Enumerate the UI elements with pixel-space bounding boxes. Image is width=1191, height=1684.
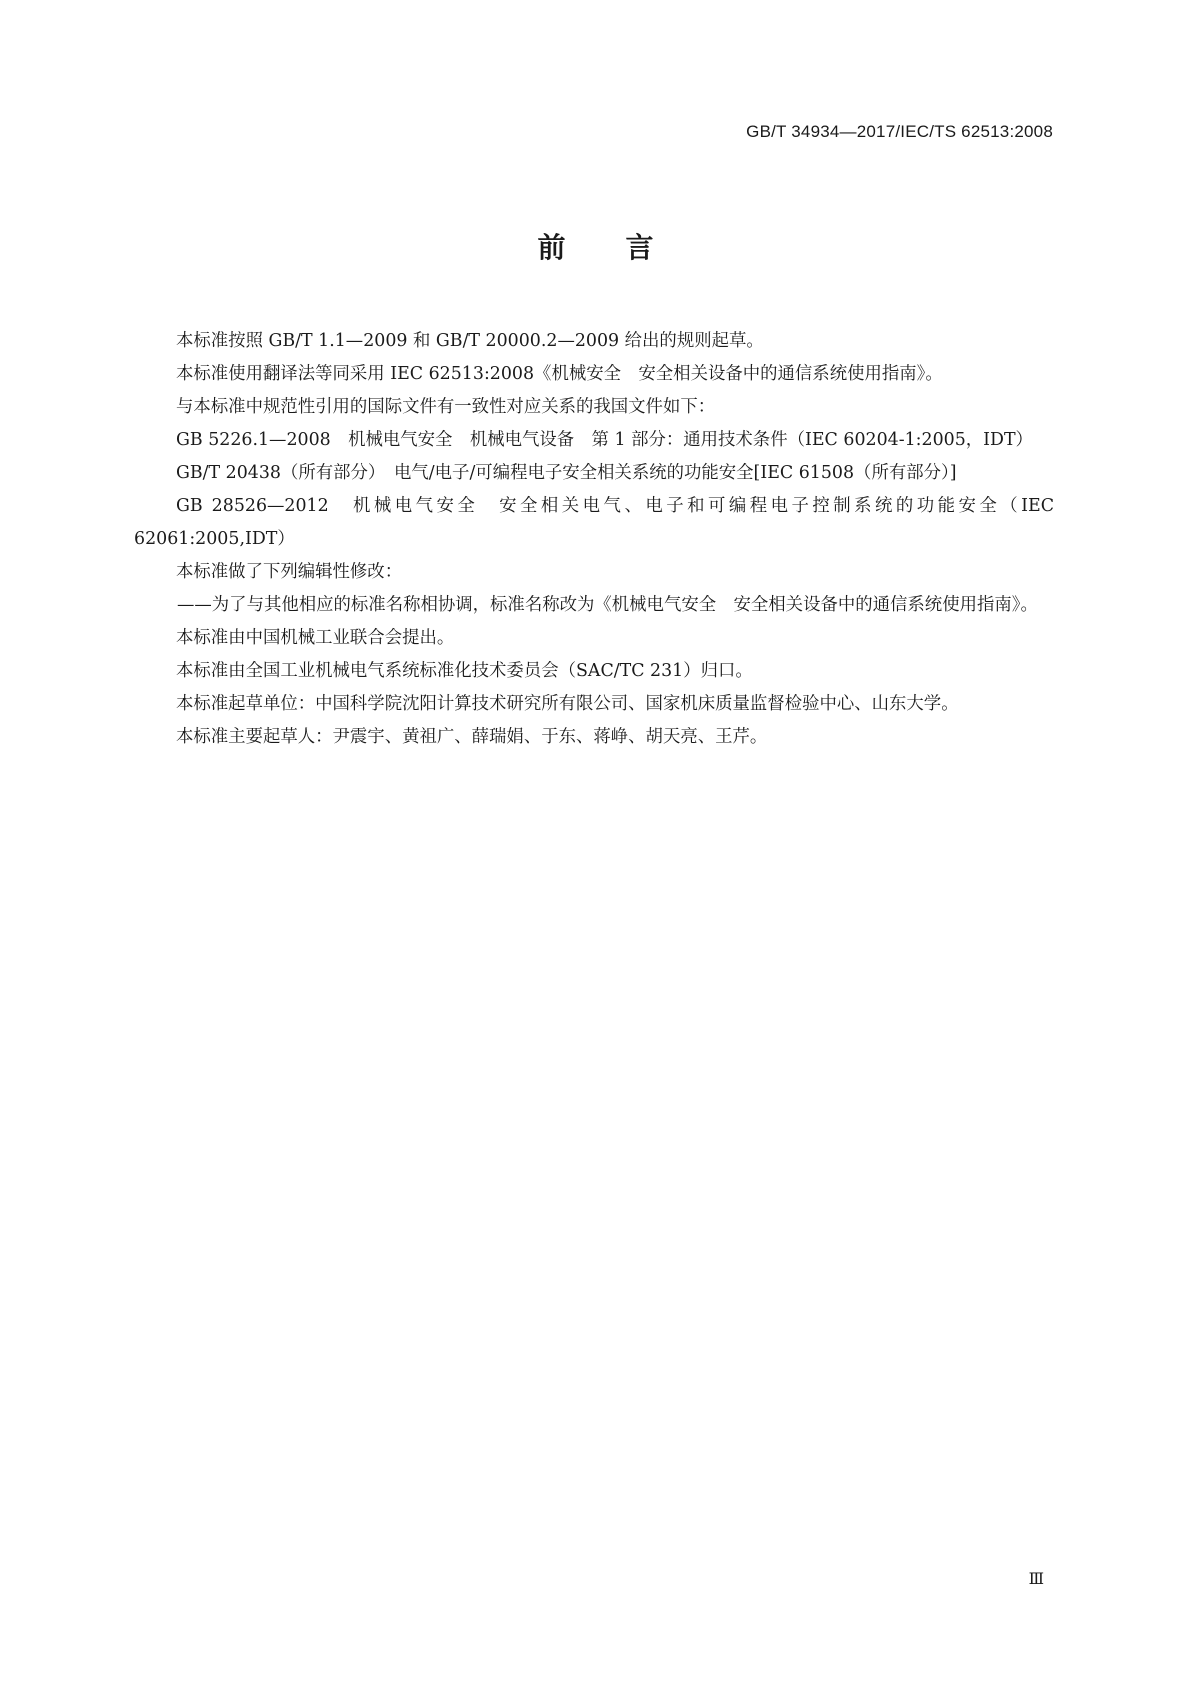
page-title: 前言	[537, 231, 714, 264]
page-number: Ⅲ	[1028, 1569, 1044, 1588]
paragraph-adoption: 本标准使用翻译法等同采用 IEC 62513:2008《机械安全 安全相关设备中的通信系统使用指南》。	[176, 364, 943, 384]
paragraph-drafting-rules: 本标准按照 GB/T 1.1—2009 和 GB/T 20000.2—2009 给出的规则起草。	[176, 331, 764, 351]
paragraph-drafting-units: 本标准起草单位：中国科学院沈阳计算技术研究所有限公司、国家机床质量监督检验中心、山东大学。	[176, 694, 959, 714]
modification-list-item: ——为了与其他相应的标准名称相协调，标准名称改为《机械电气安全 安全相关设备中的通信系统使用指南》。	[177, 595, 1038, 615]
standard-code-header: GB/T 34934—2017/IEC/TS 62513:2008	[746, 122, 1053, 141]
reference-gbt20438: GB/T 20438（所有部分） 电气/电子/可编程电子安全相关系统的功能安全[IEC 61508（所有部分）]	[176, 463, 957, 483]
reference-gb5226: GB 5226.1—2008 机械电气安全 机械电气设备 第 1 部分：通用技术条件（IEC 60204-1:2005，IDT）	[176, 430, 1033, 450]
paragraph-modifications-intro: 本标准做了下列编辑性修改：	[176, 562, 403, 582]
paragraph-references-intro: 与本标准中规范性引用的国际文件有一致性对应关系的我国文件如下：	[176, 397, 716, 417]
paragraph-administrator: 本标准由全国工业机械电气系统标准化技术委员会（SAC/TC 231）归口。	[176, 661, 753, 681]
reference-gb28526: GB 28526—2012 机械电气安全 安全相关电气、电子和可编程电子控制系统的功能安全（IEC 62061:2005,IDT）	[134, 496, 1060, 549]
document-body	[134, 325, 1060, 754]
paragraph-drafters: 本标准主要起草人：尹震宇、黄祖广、薛瑞娟、于东、蒋峥、胡天亮、王芹。	[176, 727, 768, 747]
paragraph-proposer: 本标准由中国机械工业联合会提出。	[176, 628, 455, 648]
